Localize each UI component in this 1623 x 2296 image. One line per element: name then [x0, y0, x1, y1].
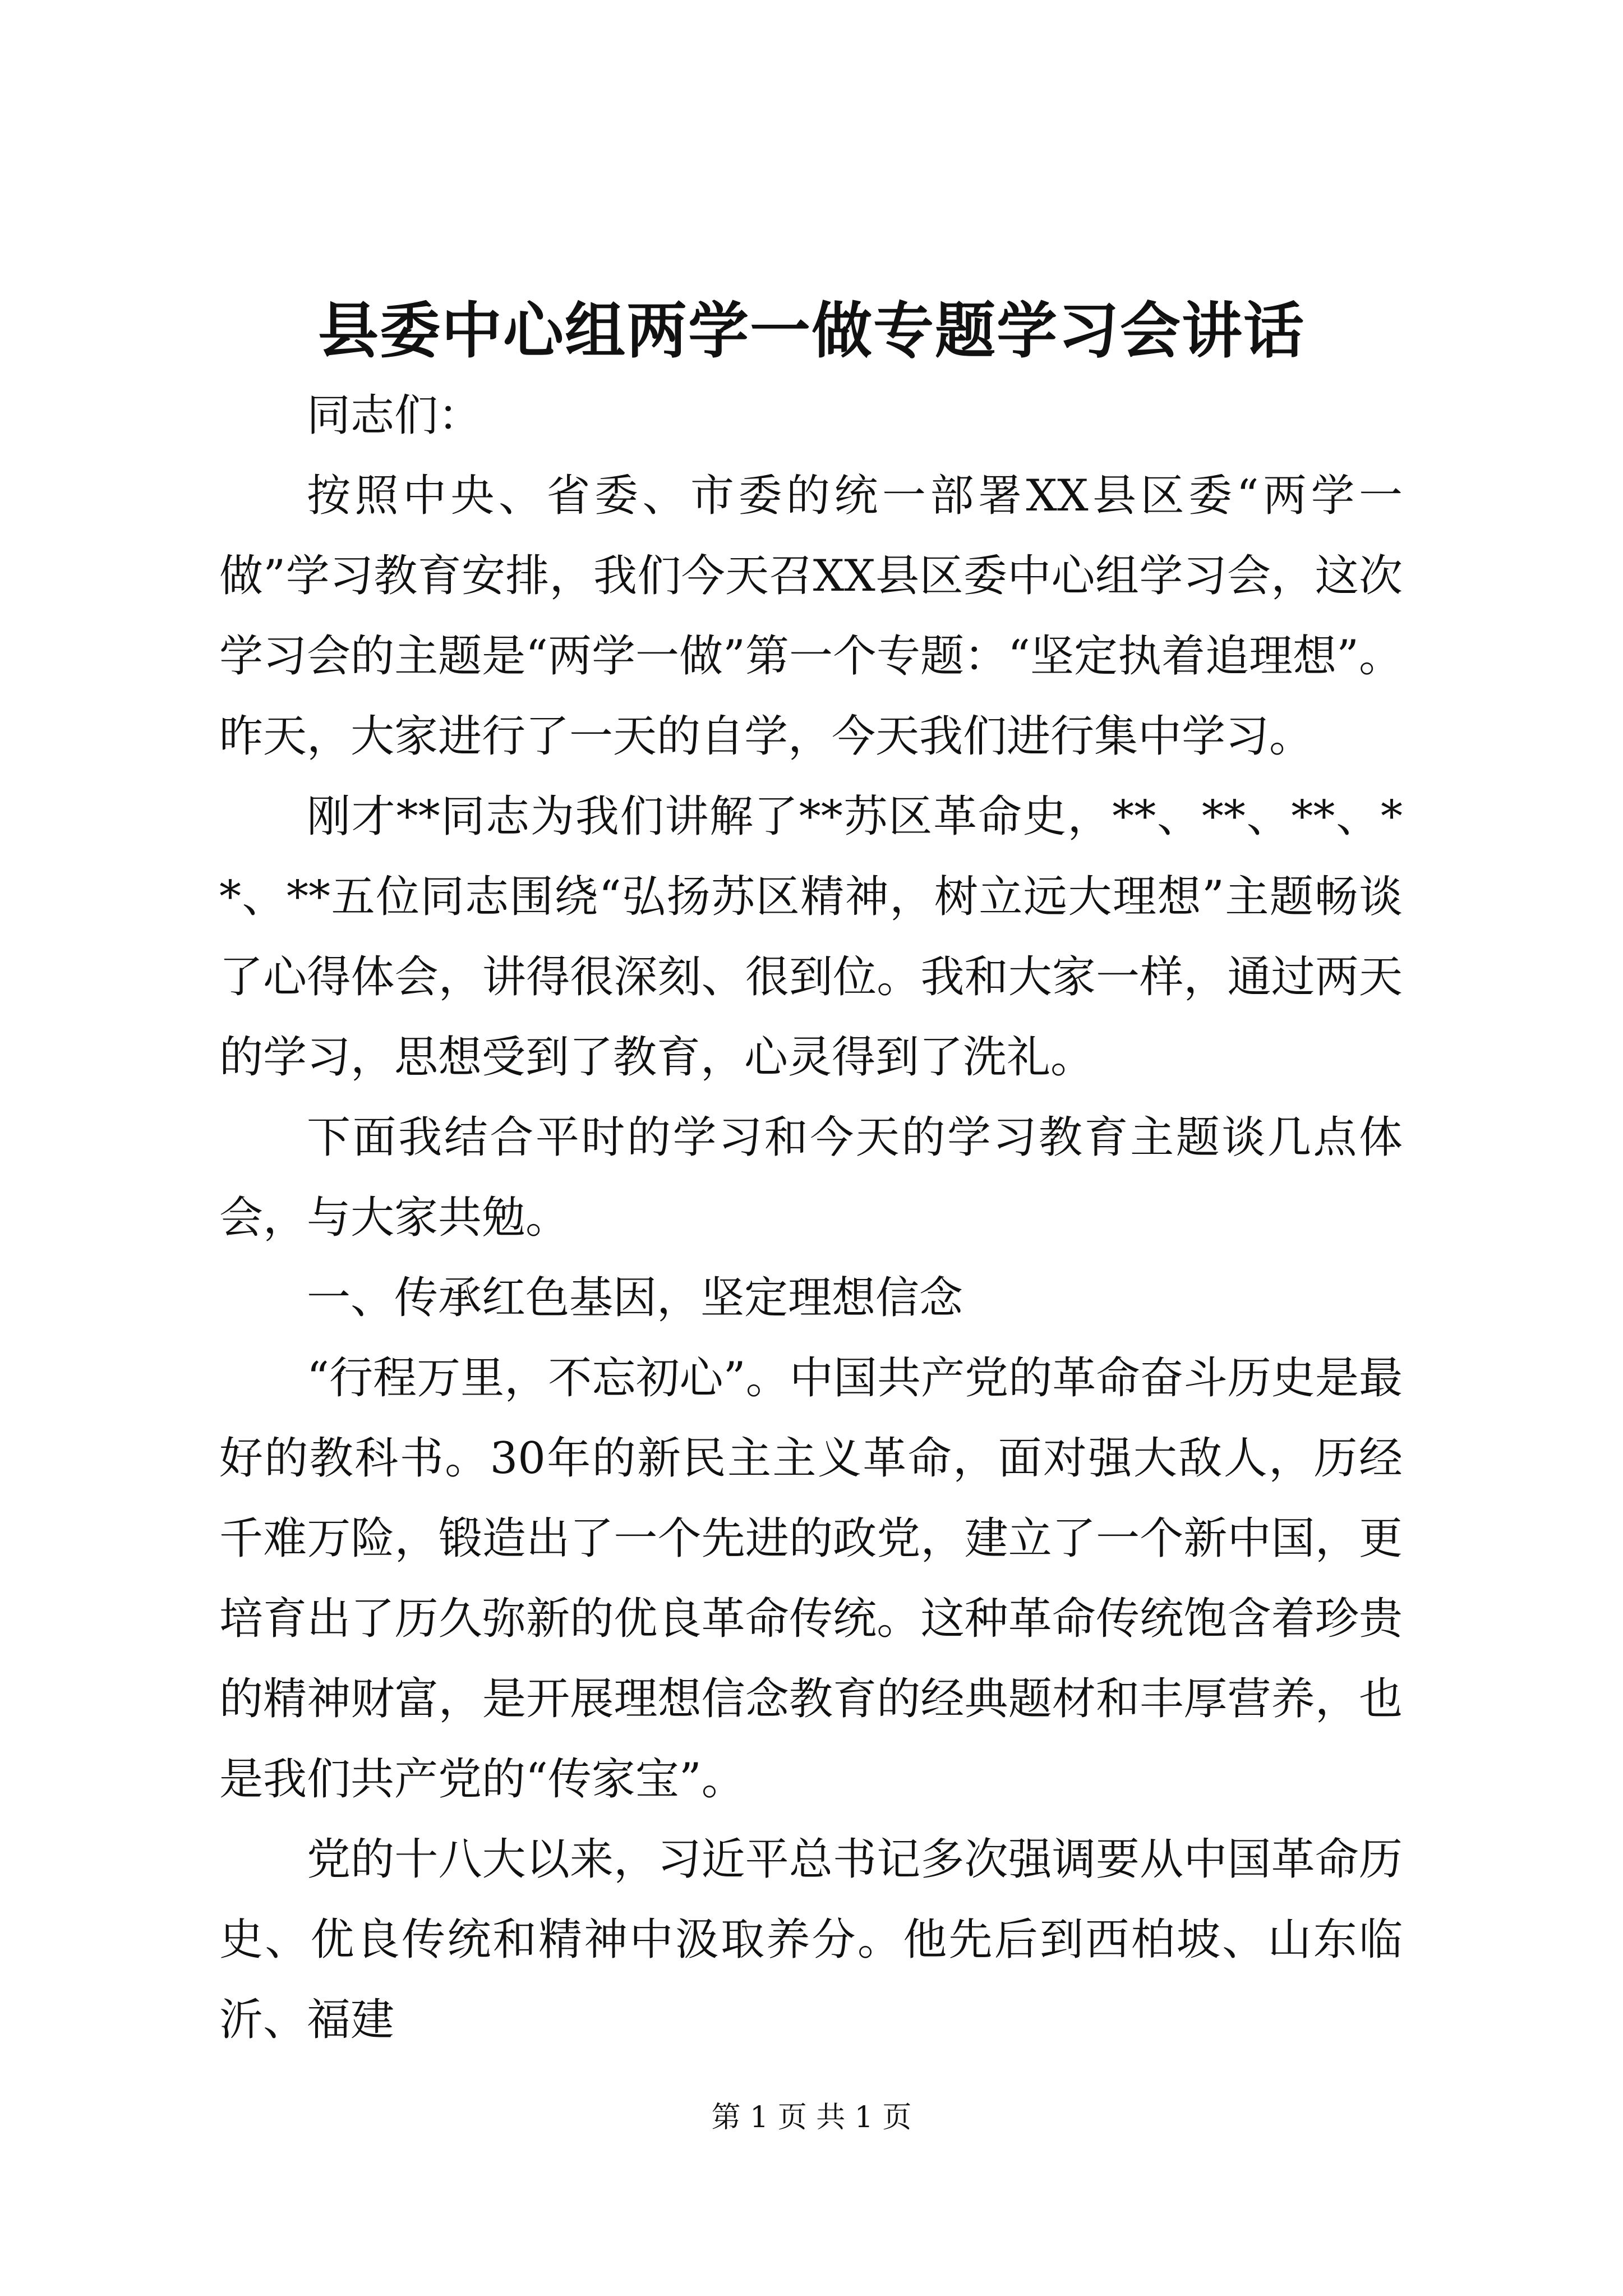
paragraph-1: 按照中央、省委、市委的统一部署XX县区委“两学一做”学习教育安排，我们今天召XX县区委中心组学习会，这次学习会的主题是“两学一做”第一个专题：“坚定执着追理想”。昨天，大家进行了一天的自学，今天我们进行集中学习。	[219, 471, 1403, 762]
paragraph-5: 党的十八大以来，习近平总书记多次强调要从中国革命历史、优良传统和精神中汲取养分。他先后到西柏坡、山东临沂、福建	[219, 1834, 1403, 2045]
document-body	[219, 376, 1403, 2060]
paragraph-4: “行程万里，不忘初心”。中国共产党的革命奋斗历史是最好的教科书。30年的新民主主义革命，面对强大敌人，历经千难万险，锻造出了一个先进的政党，建立了一个新中国，更培育出了历久弥新的优良革命传统。这种革命传统饱含着珍贵的精神财富，是开展理想信念教育的经典题材和丰厚营养，也是我们共产党的“传家宝”。	[219, 1353, 1403, 1805]
document-title: 县委中心组两学一做专题学习会讲话	[317, 296, 1305, 366]
paragraph-salutation: 同志们：	[307, 390, 482, 441]
section-heading-1: 一、传承红色基因，坚定理想信念	[307, 1273, 963, 1323]
paragraph-3: 下面我结合平时的学习和今天的学习教育主题谈几点体会，与大家共勉。	[219, 1112, 1403, 1243]
paragraph-2: 刚才**同志为我们讲解了**苏区革命史，**、**、**、**、**五位同志围绕“弘扬苏区精神，树立远大理想”主题畅谈了心得体会，讲得很深刻、很到位。我和大家一样，通过两天的学习，思想受到了教育，心灵得到了洗礼。	[219, 792, 1403, 1083]
page-footer: 第 1 页 共 1 页	[711, 2101, 912, 2134]
